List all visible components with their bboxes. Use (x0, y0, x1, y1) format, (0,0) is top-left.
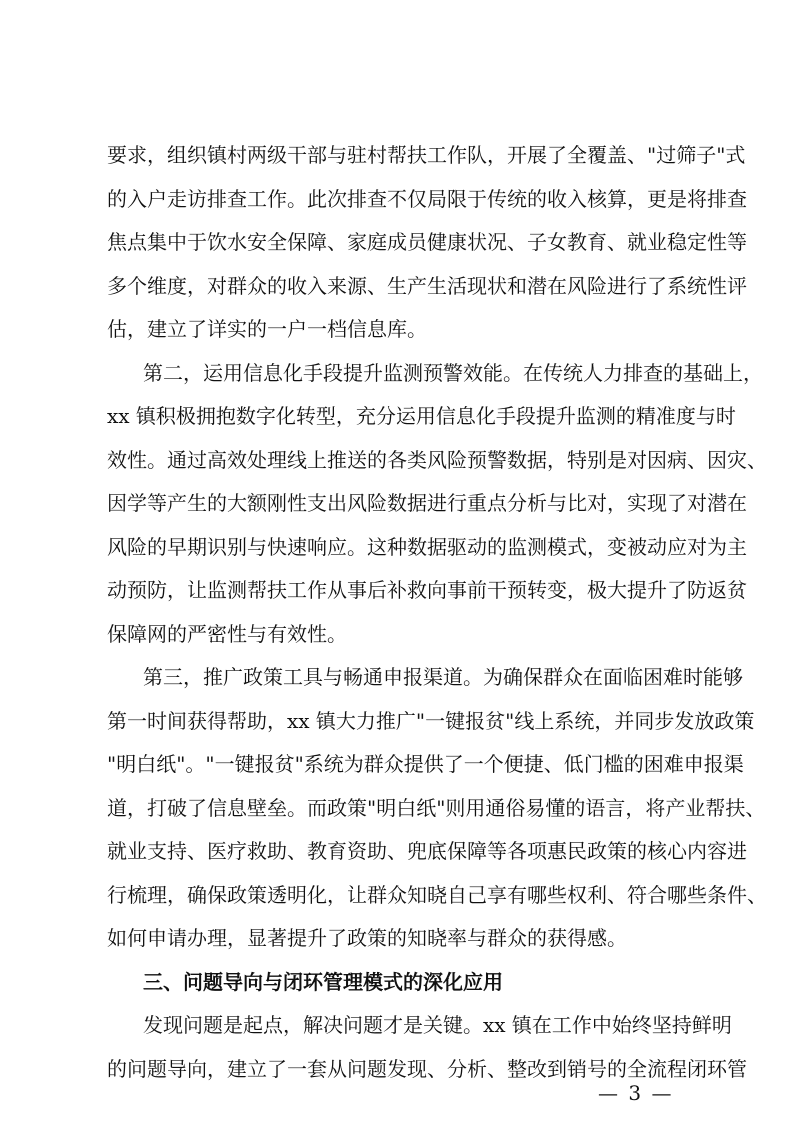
text-line: 要求，组织镇村两级干部与驻村帮扶工作队，开展了全覆盖、"过筛子"式 (107, 143, 746, 167)
text-line: 第三，推广政策工具与畅通申报渠道。为确保群众在面临困难时能够 (143, 665, 743, 689)
text-line: 效性。通过高效处理线上推送的各类风险预警数据，特别是对因病、因灾、 (107, 448, 767, 472)
text-line: 风险的早期识别与快速响应。这种数据驱动的监测模式，变被动应对为主 (107, 535, 747, 559)
text-line: 多个维度，对群众的收入来源、生产生活现状和潜在风险进行了系统性评 (107, 274, 747, 298)
text-line: xx 镇积极拥抱数字化转型，充分运用信息化手段提升监测的精准度与时 (107, 404, 736, 428)
text-line: 的入户走访排查工作。此次排查不仅局限于传统的收入核算，更是将排查 (107, 187, 747, 211)
text-line: 发现问题是起点，解决问题才是关键。xx 镇在工作中始终坚持鲜明 (143, 1013, 732, 1037)
text-line: 因学等产生的大额刚性支出风险数据进行重点分析与比对，实现了对潜在 (107, 491, 747, 515)
text-line: 焦点集中于饮水安全保障、家庭成员健康状况、子女教育、就业稳定性等 (107, 230, 747, 254)
text-line: 的问题导向，建立了一套从问题发现、分析、整改到销号的全流程闭环管 (107, 1057, 747, 1081)
text-line: 动预防，让监测帮扶工作从事后补救向事前干预转变，极大提升了防返贫 (107, 578, 747, 602)
text-line: 就业支持、医疗救助、教育资助、兜底保障等各项惠民政策的核心内容进 (107, 839, 747, 863)
text-line: 保障网的严密性与有效性。 (107, 622, 347, 646)
text-line: 第一时间获得帮助，xx 镇大力推广"一键报贫"线上系统，并同步发放政策 (107, 709, 755, 733)
text-line: 道，打破了信息壁垒。而政策"明白纸"则用通俗易懂的语言，将产业帮扶、 (107, 796, 766, 820)
text-line: 行梳理，确保政策透明化，让群众知晓自己享有哪些权利、符合哪些条件、 (107, 883, 767, 907)
text-line: 估，建立了详实的一户一档信息库。 (107, 317, 427, 341)
text-line: 如何申请办理，显著提升了政策的知晓率与群众的获得感。 (107, 926, 627, 950)
page-number: — 3 — (598, 1081, 674, 1105)
text-line: 第二，运用信息化手段提升监测预警效能。在传统人力排查的基础上， (143, 361, 763, 385)
text-line: "明白纸"。"一键报贫"系统为群众提供了一个便捷、低门槛的困难申报渠 (107, 752, 744, 776)
section-heading: 三、问题导向与闭环管理模式的深化应用 (143, 970, 503, 994)
